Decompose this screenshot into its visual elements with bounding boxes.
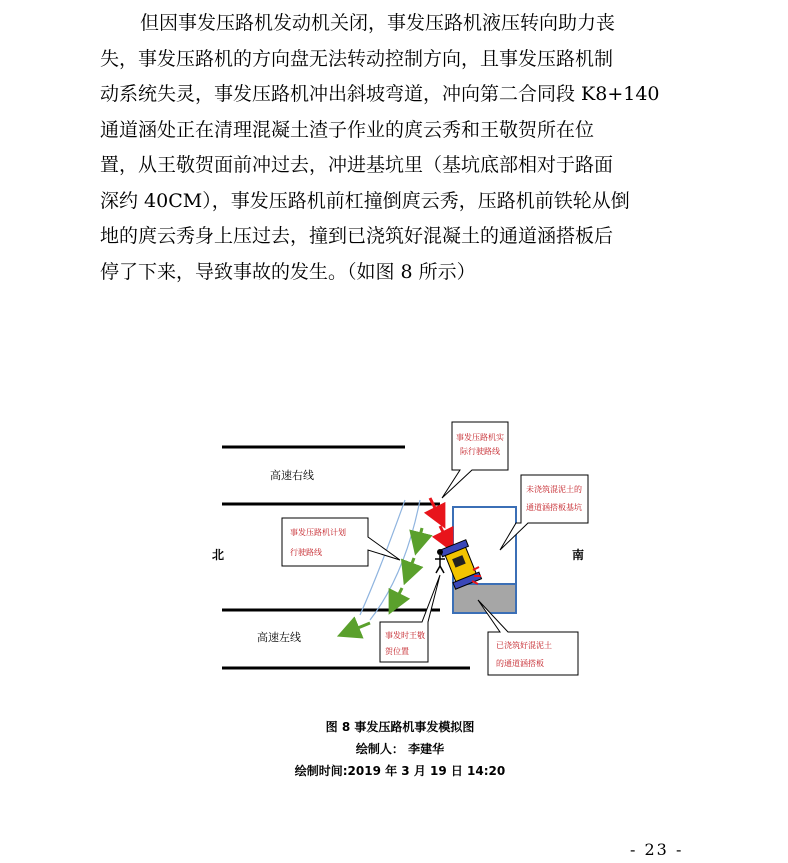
road-left-label: 高速左线 bbox=[257, 631, 301, 644]
callout-text: 通道涵搭板基坑 bbox=[526, 503, 582, 512]
south-label: 南 bbox=[572, 548, 585, 562]
paragraph-line: 地的庹云秀身上压过去，撞到已浇筑好混凝土的通道涵搭板后 bbox=[100, 225, 614, 247]
callout-planned-path bbox=[282, 518, 400, 566]
paragraph-line: 通道涵处正在清理混凝土渣子作业的庹云秀和王敬贺所在位 bbox=[100, 118, 595, 141]
callout-wang-position bbox=[380, 575, 440, 662]
paragraph-line: 动系统失灵，事发压路机冲出斜坡弯道，冲向第二合同段 K8+140 bbox=[100, 83, 660, 105]
callout-unpoured-pit bbox=[500, 475, 588, 550]
planned-path-arrow bbox=[418, 528, 422, 544]
callout-text: 事发时王敬 bbox=[385, 631, 425, 640]
planned-path-arrow bbox=[394, 588, 402, 604]
paragraph-line: 置，从王敬贺面前冲过去，冲进基坑里（基坑底部相对于路面 bbox=[100, 154, 614, 176]
callout-text: 事发压路机计划 bbox=[290, 528, 346, 537]
figure-author: 绘制人： 李建华 bbox=[355, 742, 445, 756]
callout-text: 际行驶路线 bbox=[460, 447, 500, 456]
body-paragraph bbox=[100, 6, 710, 290]
callout-actual-path bbox=[442, 422, 508, 498]
callout-text: 的通道涵搭板 bbox=[496, 659, 544, 668]
actual-path-arrow bbox=[430, 498, 440, 518]
paragraph-line: 失，事发压路机的方向盘无法转动控制方向，且事发压路机制 bbox=[100, 47, 614, 70]
actual-path-arrow bbox=[440, 526, 448, 542]
paragraph-line: 停了下来，导致事故的发生。（如图 8 所示） bbox=[100, 260, 476, 283]
north-label: 北 bbox=[212, 548, 225, 562]
accident-diagram bbox=[210, 410, 590, 700]
figure-title: 图 8 事发压路机事发模拟图 bbox=[325, 720, 475, 734]
paragraph-line: 深约 40CM），事发压路机前杠撞倒庹云秀，压路机前铁轮从倒 bbox=[100, 189, 630, 212]
page-number: - 23 - bbox=[630, 840, 684, 859]
figure-time: 绘制时间:2019 年 3 月 19 日 14:20 bbox=[294, 764, 506, 778]
callout-text: 贺位置 bbox=[385, 647, 409, 656]
planned-path-arrow bbox=[408, 558, 414, 574]
callout-text: 未浇筑混泥土的 bbox=[526, 485, 582, 494]
figure-captions bbox=[240, 716, 560, 782]
callout-text: 行驶路线 bbox=[290, 548, 322, 557]
paragraph-line: 但因事发压路机发动机关闭，事发压路机液压转向助力丧 bbox=[140, 12, 616, 34]
callout-text: 已浇筑好混泥土 bbox=[496, 641, 552, 650]
road-right-label: 高速右线 bbox=[270, 469, 314, 482]
planned-path-arrow bbox=[348, 623, 370, 632]
callout-text: 事发压路机实 bbox=[456, 433, 504, 442]
